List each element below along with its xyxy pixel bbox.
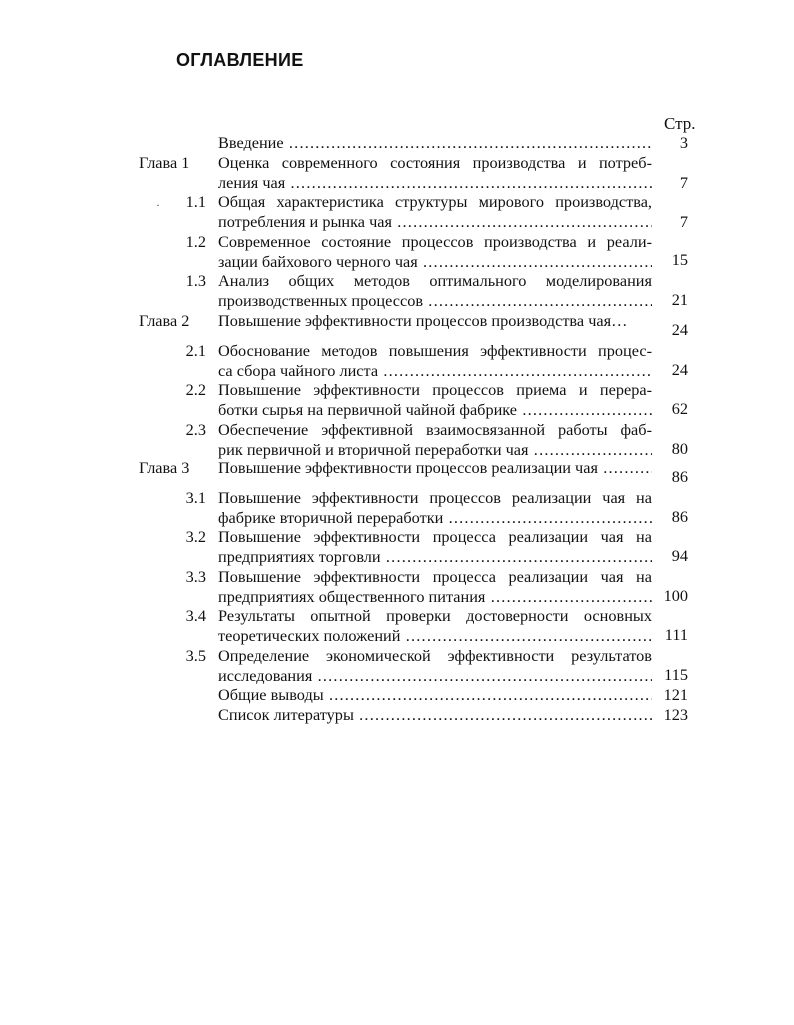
toc-entry-title-line: Обеспечение эффективной взаимосвязанной работы фаб-: [218, 420, 652, 439]
toc-entry-title-line: Повышение эффективности процессов реализации чая на: [218, 488, 652, 507]
toc-entry-number: Глава 3: [139, 458, 190, 477]
toc-entry-title-line: Анализ общих методов оптимального моделирования: [218, 271, 652, 290]
toc-entry-title: Общие выводы .....: [218, 685, 652, 705]
toc-entry-title-line: Определение экономической эффективности результатов: [218, 646, 652, 665]
toc-entry-title-line: предприятиях торговли .....: [218, 547, 652, 567]
toc-entry-number: 3.3: [185, 567, 206, 586]
toc-entry-page: 62: [671, 399, 688, 418]
toc-entry-number: 3.5: [185, 646, 206, 665]
toc-entry-title-line: зации байхового черного чая .....: [218, 252, 652, 272]
toc-entry-number: 2.1: [185, 341, 206, 360]
toc-entry-title-line: предприятиях общественного питания .....: [218, 587, 652, 607]
toc-entry-page: 86: [671, 467, 688, 486]
toc-entry-page: 121: [663, 685, 688, 704]
toc-entry-title-line: фабрике вторичной переработки .....: [218, 508, 652, 528]
toc-entry-page: 7: [679, 173, 688, 192]
scan-speck: ·: [156, 198, 160, 212]
toc-entry-number: 3.4: [185, 606, 206, 625]
toc-entry-title-line: исследования .....: [218, 666, 652, 686]
toc-entry-title-line: ления чая .....: [218, 173, 652, 193]
toc-entry-title: Введение .....: [218, 133, 652, 153]
page-title: ОГЛАВЛЕНИЕ: [176, 50, 304, 70]
toc-entry-page: 115: [664, 665, 688, 684]
toc-entry-page: 80: [671, 439, 688, 458]
toc-entry-title-line: рик первичной и вторичной переработки чая .....: [218, 440, 652, 460]
toc-entry-title-line: Оценка современного состояния производства и потреб-: [218, 153, 652, 172]
toc-entry-number: 2.3: [185, 420, 206, 439]
toc-entry-page: 100: [663, 586, 688, 605]
toc-entry-title-line: производственных процессов .....: [218, 291, 652, 311]
toc-entry-number: Глава 1: [139, 153, 190, 172]
toc-entry-number: 3.1: [185, 488, 206, 507]
toc-entry-title-line: Повышение эффективности процесса реализации чая на: [218, 567, 652, 586]
toc-entry-page: 86: [671, 507, 688, 526]
page-column-header: Стр.: [664, 114, 696, 133]
toc-entry-page: 7: [679, 212, 688, 231]
toc-entry-title-line: Повышение эффективности процессов реализации чая .....: [218, 458, 652, 478]
toc-entry-title-line: Обоснование методов повышения эффективности процес-: [218, 341, 652, 360]
toc-entry-number: 3.2: [185, 527, 206, 546]
toc-entry-page: 123: [663, 705, 688, 724]
toc-entry-number: 2.2: [185, 380, 206, 399]
toc-entry-title-line: Повышение эффективности процессов приема и перера-: [218, 380, 652, 399]
toc-entry-page: 3: [679, 133, 688, 152]
toc-entry-page: 111: [664, 625, 688, 644]
toc-entry-title-line: Повышение эффективности процессов производства чая…: [218, 311, 628, 330]
toc-entry-title-line: ботки сырья на первичной чайной фабрике .....: [218, 400, 652, 420]
toc-entry-title-line: Повышение эффективности процесса реализации чая на: [218, 527, 652, 546]
toc-entry-page: 24: [671, 360, 688, 379]
toc-entry-page: 24: [671, 320, 688, 339]
toc-entry-number: 1.3: [185, 271, 206, 290]
toc-entry-title-line: са сбора чайного листа .....: [218, 361, 652, 381]
toc-entry-title-line: Современное состояние процессов производства и реали-: [218, 232, 652, 251]
toc-entry-title-line: потребления и рынка чая .....: [218, 212, 652, 232]
toc-entry-number: 1.1: [185, 192, 206, 211]
toc-entry-title-line: Результаты опытной проверки достоверности основных: [218, 606, 652, 625]
toc-entry-number: Глава 2: [139, 311, 190, 330]
toc-entry-title-line: Общая характеристика структуры мирового производства,: [218, 192, 652, 211]
toc-entry-page: 21: [671, 290, 688, 309]
toc-entry-title-line: теоретических положений .....: [218, 626, 652, 646]
toc-entry-page: 15: [671, 250, 688, 269]
toc-entry-number: 1.2: [185, 232, 206, 251]
toc-entry-page: 94: [671, 546, 688, 565]
toc-entry-title: Список литературы .....: [218, 705, 652, 725]
